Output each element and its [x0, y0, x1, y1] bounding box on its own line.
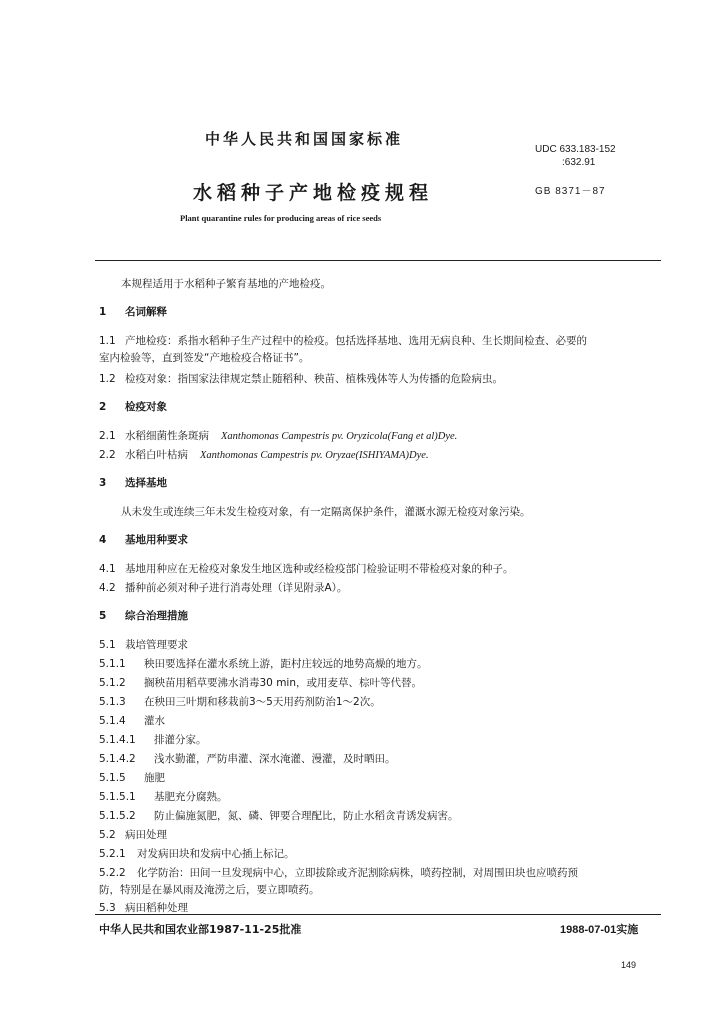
standard-title: 中华人民共和国国家标准: [205, 130, 404, 148]
clause-5-1-4-1: [99, 732, 207, 747]
header-divider: [95, 260, 661, 261]
clause-5-1-4: [99, 713, 165, 728]
clause-number: 1.2: [99, 373, 116, 385]
clause-number: 5.1.4.2: [99, 753, 136, 765]
disease-name-cn: 水稻细菌性条斑病: [125, 430, 209, 442]
section-title: 名词解释: [125, 306, 167, 318]
section-4-heading: [99, 532, 188, 547]
clause-2-2: [99, 447, 429, 462]
clause-number: 5.3: [99, 902, 116, 914]
section-3-paragraph: 从未发生或连续三年未发生检疫对象，有一定隔离保护条件，灌溉水源无检疫对象污染。: [121, 506, 531, 518]
section-number: 2: [99, 401, 107, 413]
section-1-heading: [99, 304, 167, 319]
clause-1-2: [99, 371, 503, 386]
section-title: 基地用种要求: [125, 534, 188, 546]
section-5-heading: [99, 608, 188, 623]
clause-number: 5.1: [99, 639, 116, 651]
disease-name-latin: Xanthomonas Campestris pv. Oryzicola(Fang et al)Dye.: [221, 431, 458, 442]
clause-text: 产地检疫：系指水稻种子生产过程中的检疫。包括选择基地、选用无病良种、生长期间检查、必要的: [125, 335, 587, 347]
section-title: 选择基地: [125, 477, 167, 489]
gb-code: GB 8371－87: [535, 186, 606, 197]
disease-name-latin: Xanthomonas Campestris pv. Oryzae(ISHIYAMA)Dye.: [200, 450, 429, 461]
clause-5-1-5: [99, 770, 165, 785]
clause-text: 播种前必须对种子进行消毒处理（详见附录A）。: [125, 582, 348, 594]
clause-5-1-4-2: [99, 751, 396, 766]
clause-4-1: [99, 561, 514, 576]
clause-number: 1.1: [99, 335, 116, 347]
clause-number: 2.1: [99, 430, 116, 442]
clause-number: 5.1.1: [99, 658, 126, 670]
clause-5-3: [99, 900, 188, 915]
clause-number: 5.1.4: [99, 715, 126, 727]
clause-5-2-2-continued: 防，特别是在暴风雨及淹涝之后，要立即喷药。: [99, 884, 320, 896]
clause-number: 5.1.3: [99, 696, 126, 708]
clause-text: 灌水: [144, 715, 165, 727]
clause-5-1: [99, 637, 188, 652]
clause-5-1-3: [99, 694, 381, 709]
clause-2-1: [99, 428, 457, 443]
clause-text: 病田处理: [125, 829, 167, 841]
document-title: 水稻种子产地检疫规程: [193, 182, 434, 204]
clause-number: 5.1.5.1: [99, 791, 136, 803]
clause-text: 病田稻种处理: [125, 902, 188, 914]
section-title: 综合治理措施: [125, 610, 188, 622]
udc-code: [535, 143, 616, 169]
clause-number: 4.1: [99, 563, 116, 575]
section-number: 5: [99, 610, 107, 622]
clause-5-1-2: [99, 675, 422, 690]
clause-text: 基肥充分腐熟。: [154, 791, 228, 803]
clause-1-1-continued: 室内检验等，直到签发“产地检疫合格证书”。: [99, 352, 310, 364]
udc-line2: :632.91: [562, 157, 596, 168]
clause-text: 栽培管理要求: [125, 639, 188, 651]
approval-statement: 中华人民共和国农业部1987-11-25批准: [99, 923, 302, 936]
clause-text: 秧田要选择在灌水系统上游，距村庄较远的地势高燥的地方。: [144, 658, 428, 670]
section-number: 4: [99, 534, 107, 546]
section-3-heading: [99, 475, 167, 490]
section-title: 检疫对象: [125, 401, 167, 413]
clause-number: 5.2: [99, 829, 116, 841]
english-title: Plant quarantine rules for producing areas of rice seeds: [180, 213, 382, 223]
clause-number: 5.1.4.1: [99, 734, 136, 746]
section-number: 1: [99, 306, 107, 318]
clause-text: 排灌分家。: [154, 734, 207, 746]
clause-number: 5.2.1: [99, 848, 126, 860]
clause-text: 浅水勤灌，严防串灌、深水淹灌、漫灌，及时晒田。: [154, 753, 396, 765]
clause-5-1-1: [99, 656, 428, 671]
clause-4-2: [99, 580, 347, 595]
clause-5-2: [99, 827, 167, 842]
clause-text: 搁秧苗用稻草要沸水消毒30 min，或用麦草、棕叶等代替。: [144, 677, 422, 689]
effective-date: 1988-07-01实施: [560, 924, 639, 936]
clause-5-1-5-1: [99, 789, 228, 804]
section-2-heading: [99, 399, 167, 414]
section-number: 3: [99, 477, 107, 489]
clause-5-2-1: [99, 846, 295, 861]
clause-number: 5.1.5: [99, 772, 126, 784]
clause-number: 5.1.5.2: [99, 810, 136, 822]
clause-text: 化学防治：田间一旦发现病中心，立即拔除或齐泥割除病株，喷药控制，对周围田块也应喷药预: [137, 867, 578, 879]
intro-paragraph: 本规程适用于水稻种子繁育基地的产地检疫。: [121, 278, 331, 290]
clause-5-2-2: [99, 865, 578, 880]
disease-name-cn: 水稻白叶枯病: [125, 449, 188, 461]
clause-text: 对发病田块和发病中心插上标记。: [137, 848, 295, 860]
footer-divider: [95, 914, 661, 915]
clause-number: 5.2.2: [99, 867, 126, 879]
udc-line1: UDC 633.183-152: [535, 144, 616, 155]
clause-text: 施肥: [144, 772, 165, 784]
clause-5-1-5-2: [99, 808, 459, 823]
clause-number: 2.2: [99, 449, 116, 461]
clause-number: 5.1.2: [99, 677, 126, 689]
clause-number: 4.2: [99, 582, 116, 594]
clause-1-1: [99, 333, 587, 348]
clause-text: 在秧田三叶期和移栽前3～5天用药剂防治1～2次。: [144, 696, 381, 708]
clause-text: 检疫对象：指国家法律规定禁止随稻种、秧苗、植株残体等人为传播的危险病虫。: [125, 373, 503, 385]
page-number: 149: [621, 960, 637, 970]
clause-text: 防止偏施氮肥，氮、磷、钾要合理配比，防止水稻贪青诱发病害。: [154, 810, 459, 822]
clause-text: 基地用种应在无检疫对象发生地区选种或经检疫部门检验证明不带检疫对象的种子。: [125, 563, 514, 575]
